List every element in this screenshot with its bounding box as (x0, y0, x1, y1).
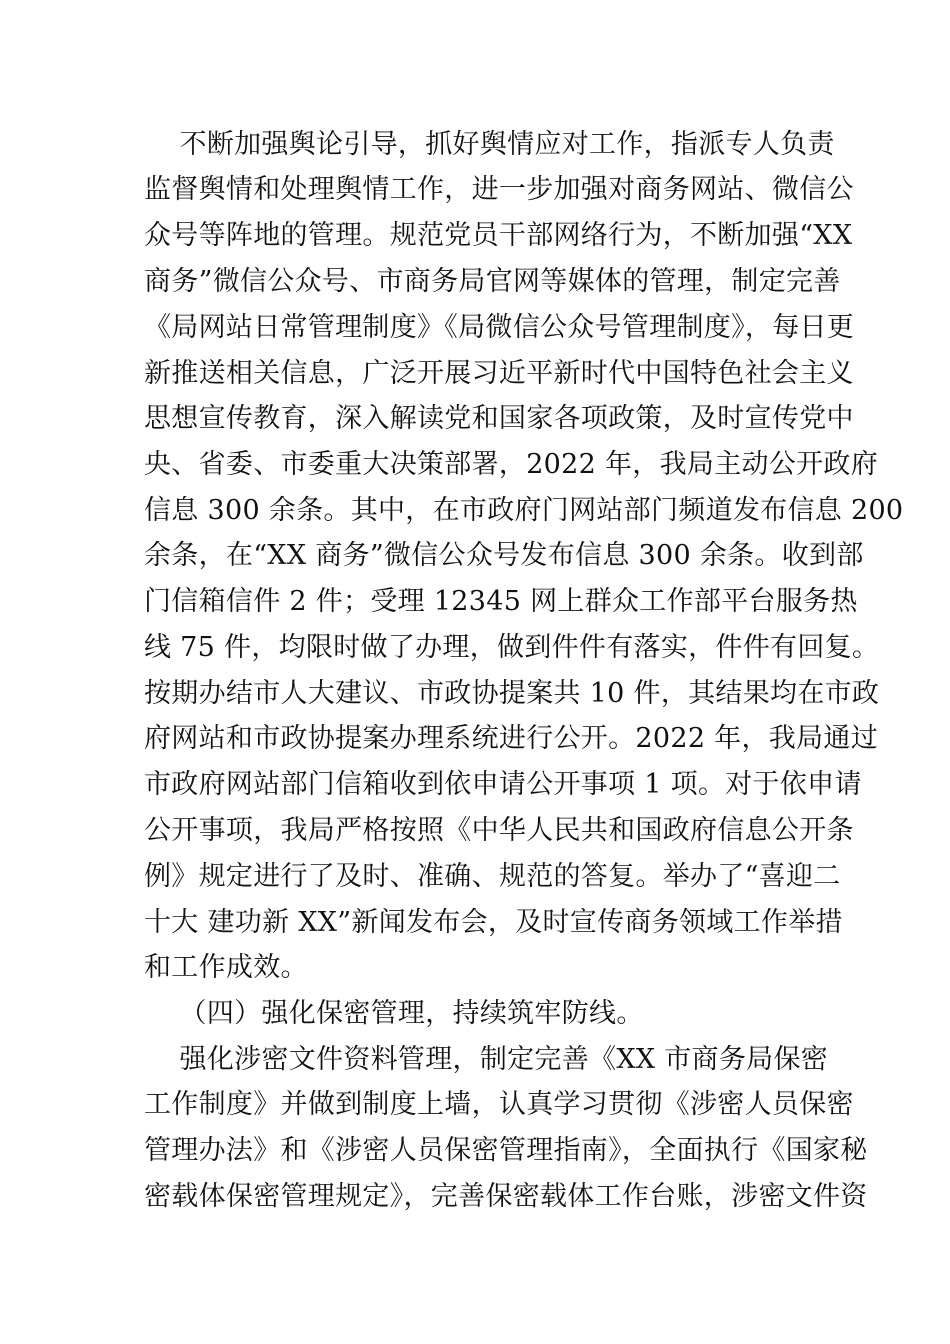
paragraph-line: 公开事项，我局严格按照《中华人民共和国政府信息公开条 (144, 815, 854, 846)
paragraph-line: 余条，在“XX 商务”微信公众号发布信息 300 余条。收到部 (144, 540, 864, 571)
paragraph-line: 央、省委、市委重大决策部署，2022 年，我局主动公开政府 (144, 449, 878, 480)
paragraph-line: 例》规定进行了及时、准确、规范的答复。举办了“喜迎二 (144, 861, 841, 892)
paragraph-line: 商务”微信公众号、市商务局官网等媒体的管理，制定完善 (144, 266, 841, 297)
paragraph-line: 不断加强舆论引导，抓好舆情应对工作，指派专人负责 (144, 129, 835, 160)
paragraph-line: 《局网站日常管理制度》《局微信公众号管理制度》，每日更 (144, 312, 855, 343)
paragraph-line: 按期办结市人大建议、市政协提案共 10 件，其结果均在市政 (144, 678, 880, 709)
paragraph-line: 新推送相关信息，广泛开展习近平新时代中国特色社会主义 (144, 358, 854, 389)
paragraph-line: 府网站和市政协提案办理系统进行公开。2022 年，我局通过 (144, 723, 878, 754)
paragraph-line: 十大 建功新 XX”新闻发布会，及时宣传商务领域工作举措 (144, 907, 843, 938)
paragraph-line: 信息 300 余条。其中，在市政府门网站部门频道发布信息 200 (144, 495, 904, 526)
paragraph-line: 管理办法》和《涉密人员保密管理指南》，全面执行《国家秘 (144, 1135, 868, 1166)
paragraph-line: 市政府网站部门信箱收到依申请公开事项 1 项。对于依申请 (144, 769, 862, 800)
paragraph-line: 门信箱信件 2 件；受理 12345 网上群众工作部平台服务热 (144, 586, 858, 617)
section-heading: （四）强化保密管理，持续筑牢防线。 (144, 998, 644, 1029)
paragraph-line: 密载体保密管理规定》，完善保密载体工作台账，涉密文件资 (144, 1181, 868, 1212)
paragraph-line: 线 75 件，均限时做了办理，做到件件有落实，件件有回复。 (144, 632, 880, 663)
paragraph-line: 工作制度》并做到制度上墙，认真学习贯彻《涉密人员保密 (144, 1089, 854, 1120)
paragraph-line: 和工作成效。 (144, 952, 308, 983)
paragraph-line: 强化涉密文件资料管理，制定完善《XX 市商务局保密 (144, 1044, 829, 1075)
paragraph-line: 思想宣传教育，深入解读党和国家各项政策，及时宣传党中 (144, 403, 854, 434)
paragraph-line: 监督舆情和处理舆情工作，进一步加强对商务网站、微信公 (144, 174, 854, 205)
paragraph-line: 众号等阵地的管理。规范党员干部网络行为，不断加强“XX (144, 220, 853, 251)
